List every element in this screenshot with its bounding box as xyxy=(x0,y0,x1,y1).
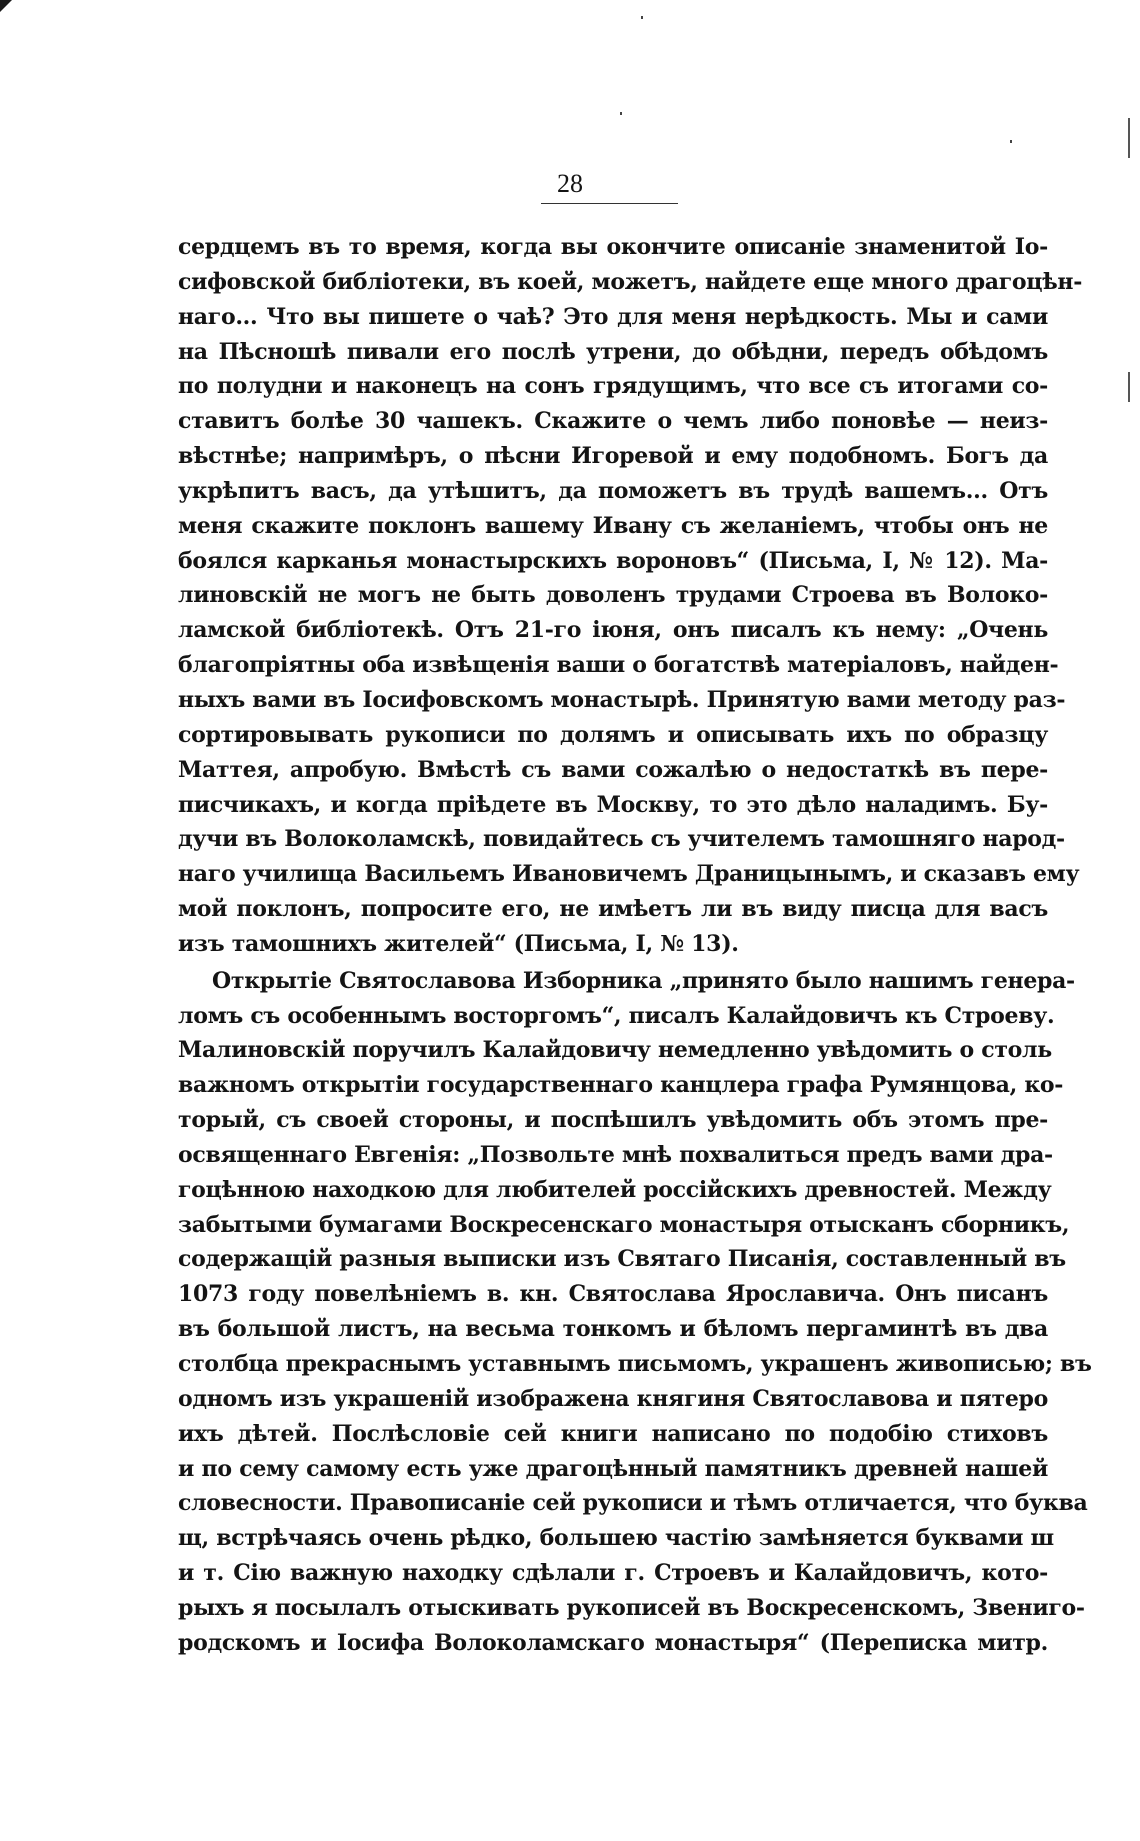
scan-speck xyxy=(620,112,622,115)
text-line: дучи въ Волоколамскѣ, повидайтесь съ учителемъ тамошняго народ- xyxy=(178,826,1065,853)
paragraph-1 xyxy=(178,230,1083,962)
text-line: забытыми бумагами Воскресенскаго монастыря отысканъ сборникъ, xyxy=(178,1211,1070,1238)
text-line: ломъ съ особеннымъ восторгомъ“, писалъ Калайдовичъ къ Строеву. xyxy=(178,1002,1055,1029)
paragraph-2 xyxy=(178,964,1092,1661)
scan-speck xyxy=(1010,140,1012,143)
text-line: родскомъ и Іосифа Волоколамскаго монастыря“ (Переписка митр. xyxy=(178,1629,1048,1656)
text-line: освященнаго Евгенія: „Позвольте мнѣ похвалиться предъ вами дра- xyxy=(178,1141,1053,1168)
text-line: торый, съ своей стороны, и поспѣшилъ увѣдомить объ этомъ пре- xyxy=(178,1107,1048,1134)
text-line: Открытіе Святославова Изборника „принято было нашимъ генера- xyxy=(212,967,1075,994)
text-line: меня скажите поклонъ вашему Ивану съ желаніемъ, чтобы онъ не xyxy=(178,512,1048,539)
text-line: укрѣпитъ васъ, да утѣшитъ, да поможетъ въ трудѣ вашемъ... Отъ xyxy=(178,477,1048,504)
text-line: ставитъ болѣе 30 чашекъ. Скажите о чемъ либо поновѣе — неиз- xyxy=(178,408,1048,435)
text-line: благопріятны оба извѣщенія ваши о богатствѣ матеріаловъ, найден- xyxy=(178,652,1059,679)
text-line: линовскій не могъ не быть доволенъ трудами Строева въ Волоко- xyxy=(178,582,1048,609)
text-line: щ, встрѣчаясь очень рѣдко, большею частію замѣняется буквами ш xyxy=(178,1525,1054,1552)
text-line: писчикахъ, и когда пріѣдете въ Москву, то это дѣло наладимъ. Бу- xyxy=(178,791,1048,818)
text-line: и т. Сію важную находку сдѣлали г. Строевъ и Калайдовичъ, кото- xyxy=(178,1560,1048,1587)
text-line: по полудни и наконецъ на сонъ грядущимъ, что все съ итогами со- xyxy=(178,373,1048,400)
text-line: столбца прекраснымъ уставнымъ письмомъ, украшенъ живописью; въ xyxy=(178,1351,1092,1377)
page-number: 28 xyxy=(557,169,583,198)
text-line: вѣстнѣе; напримѣръ, о пѣсни Игоревой и ему подобномъ. Богъ да xyxy=(178,443,1048,470)
text-line: 1073 году повелѣніемъ в. кн. Святослава Ярославича. Онъ писанъ xyxy=(178,1281,1048,1308)
text-line: и по сему самому есть уже драгоцѣнный памятникъ древней нашей xyxy=(178,1455,1048,1482)
header-rule xyxy=(541,203,678,204)
text-line: Малиновскій поручилъ Калайдовичу немедленно увѣдомить о столь xyxy=(178,1037,1052,1064)
text-line: ихъ дѣтей. Послѣсловіе сей книги написано по подобію стиховъ xyxy=(178,1420,1048,1447)
text-line: въ большой листъ, на весьма тонкомъ и бѣломъ пергаминтѣ въ два xyxy=(178,1316,1048,1343)
text-line: мой поклонъ, попросите его, не имѣетъ ли въ виду писца для васъ xyxy=(178,896,1048,923)
text-line: рыхъ я посылалъ отыскивать рукописей въ Воскресенскомъ, Звениго- xyxy=(178,1594,1085,1621)
text-line: одномъ изъ украшеній изображена княгиня Святославова и пятеро xyxy=(178,1385,1048,1412)
text-line: важномъ открытіи государственнаго канцлера графа Румянцова, ко- xyxy=(178,1072,1064,1099)
body-text xyxy=(178,230,1092,1661)
scan-speck xyxy=(641,16,643,19)
text-line: содержащій разныя выписки изъ Святаго Писанія, составленный въ xyxy=(178,1246,1066,1273)
text-line: наго училища Васильемъ Ивановичемъ Драницынымъ, и сказавъ ему xyxy=(178,861,1080,888)
scan-corner-mark xyxy=(0,0,12,12)
text-line: боялся карканья монастырскихъ вороновъ“ (Письма, I, № 12). Ма- xyxy=(178,547,1048,574)
text-line: сифовской библіотеки, въ коей, можетъ, найдете еще много драгоцѣн- xyxy=(178,268,1083,295)
text-line: словесности. Правописаніе сей рукописи и тѣмъ отличается, что буква xyxy=(178,1490,1088,1517)
scan-edge-mark xyxy=(1128,118,1130,158)
text-line: наго... Что вы пишете о чаѣ? Это для меня нерѣдкость. Мы и сами xyxy=(178,303,1048,330)
text-line: ламской библіотекѣ. Отъ 21-го іюня, онъ писалъ къ нему: „Очень xyxy=(178,617,1048,644)
text-line: Маттея, апробую. Вмѣстѣ съ вами сожалѣю о недостаткѣ въ пере- xyxy=(178,756,1048,783)
scan-edge-mark xyxy=(1128,372,1130,402)
text-line: изъ тамошнихъ жителей“ (Письма, I, № 13). xyxy=(178,930,739,957)
text-line: ныхъ вами въ Іосифовскомъ монастырѣ. Принятую вами методу раз- xyxy=(178,686,1066,713)
text-line: на Пѣсношѣ пивали его послѣ утрени, до обѣдни, передъ обѣдомъ xyxy=(178,338,1048,365)
text-line: сердцемъ въ то время, когда вы окончите описаніе знаменитой Іо- xyxy=(178,234,1048,260)
text-line: сортировывать рукописи по долямъ и описывать ихъ по образцу xyxy=(178,721,1048,748)
text-line: гоцѣнною находкою для любителей россійскихъ древностей. Между xyxy=(178,1176,1052,1203)
